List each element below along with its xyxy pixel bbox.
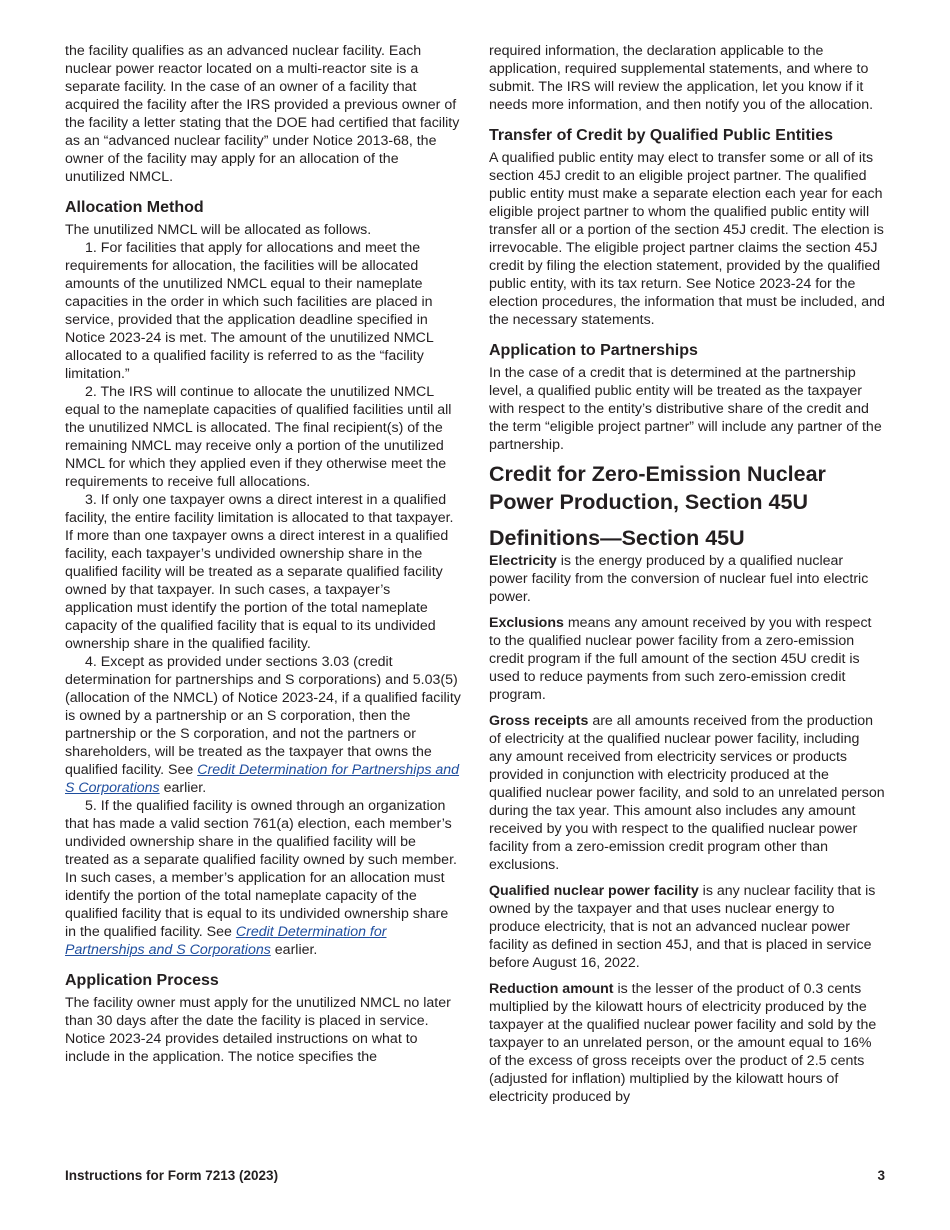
partnerships-heading: Application to Partnerships	[489, 342, 698, 359]
definition-text: are all amounts received from the production of electricity at the qualified nuclear power facility, including any amount received from electricity services or products provided in conjunction with electricity produced at the qualified nuclear power facility, and sold to an unrelated person during the tax year. This amount also includes any amount received by you with respect to the qualified nuclear power facility from a zero-emission credit program other than exclusions.	[489, 713, 885, 873]
allocation-item-4-after: earlier.	[159, 780, 207, 796]
right-column	[489, 42, 885, 1106]
definitions-title: Definitions—Section 45U	[489, 526, 745, 550]
allocation-item-2: 2. The IRS will continue to allocate the unutilized NMCL equal to the nameplate capacities of qualified facilities until all the unutilized NMCL is allocated. The final recipient(s) of the remaining NMCL may receive only a portion of the unutilized NMCL for which they applied even if they otherwise meet the requirements to receive full allocations.	[65, 384, 452, 490]
definition-reduction-amount	[489, 980, 885, 1106]
intro-paragraph: the facility qualifies as an advanced nuclear facility. Each nuclear power reactor located on a multi-reactor site is a separate facility. In the case of an owner of a facility that acquired the facility after the IRS provided a previous owner of the facility a letter stating that the DOE had certified that facility as an “advanced nuclear facility” under Notice 2013-68, the owner of the facility may apply for an allocation of the unutilized NMCL.	[65, 43, 460, 185]
definition-text: means any amount received by you with respect to the qualified nuclear power facility from a zero-emission credit program if the full amount of the section 45U credit is used to reduce payments from such zero-emission credit program.	[489, 615, 872, 703]
allocation-item-1: 1. For facilities that apply for allocations and meet the requirements for allocation, the facilities will be allocated amounts of the unutilized NMCL equal to their nameplate capacities in the order in which such facilities are placed in service, provided that the application deadline specified in Notice 2023-24 is met. The amount of the unutilized NMCL allocated to a qualified facility is referred to as the “facility limitation.”	[65, 240, 434, 382]
definition-gross-receipts	[489, 712, 885, 874]
definition-text: is the energy produced by a qualified nuclear power facility from the conversion of nuclear fuel into electric power.	[489, 553, 869, 605]
allocation-item-4-text: 4. Except as provided under sections 3.03 (credit determination for partnerships and S corporations) and 5.03(5) (allocation of the NMCL) of Notice 2023-24, if a qualified facility is owned by a partnership or an S corporation, then the partnership or the S corporation, and not the partners or shareholders, will be treated as the taxpayer that owns the qualified facility. See	[65, 654, 461, 778]
definition-term: Exclusions	[489, 615, 564, 631]
definition-term: Gross receipts	[489, 713, 589, 729]
definition-electricity	[489, 552, 885, 606]
allocation-item-4	[65, 653, 461, 797]
footer-page-number: 3	[877, 1168, 885, 1183]
left-column	[65, 42, 461, 1066]
continued-paragraph: required information, the declaration applicable to the application, required supplemental statements, and where to submit. The IRS will review the application, let you know if it needs more information, and then notify you of the allocation.	[489, 43, 874, 113]
allocation-method-intro: The unutilized NMCL will be allocated as follows.	[65, 222, 372, 238]
definition-text: is the lesser of the product of 0.3 cents multiplied by the kilowatt hours of electricity produced by the taxpayer at the qualified nuclear power facility and sold by the taxpayer to an unrelated person, or the amount equal to 16% of the excess of gross receipts over the product of 2.5 cents (adjusted for inflation) multiplied by the kilowatt hours of electricity produced by	[489, 981, 877, 1105]
definition-term: Reduction amount	[489, 981, 614, 997]
allocation-item-5	[65, 797, 461, 959]
allocation-method-heading: Allocation Method	[65, 199, 204, 216]
section-title: Credit for Zero-Emission Nuclear Power Production, Section 45U	[489, 462, 826, 514]
credit-determination-link-2[interactable]: Credit Determination for Partnerships and S Corporations	[65, 924, 387, 958]
partnerships-text: In the case of a credit that is determined at the partnership level, a qualified public entity will be treated as the taxpayer with respect to the entity’s distributive share of the credit and the term “eligible project partner” will include any partner of the partnership.	[489, 365, 882, 453]
definition-exclusions	[489, 614, 885, 704]
allocation-item-5-text: 5. If the qualified facility is owned through an organization that has made a valid section 761(a) election, each member’s undivided ownership share in the qualified facility will be treated as a separate qualified facility owned by such member. In such cases, a member’s application for an allocation must identify the portion of the total nameplate capacity of the qualified facility that is equal to its undivided ownership share in the qualified facility. See	[65, 798, 457, 940]
transfer-text: A qualified public entity may elect to transfer some or all of its section 45J credit to an eligible project partner. The qualified public entity must make a separate election each year for each eligible project partner to whom the qualified public entity will transfer all or a portion of the section 45J credit. The election is irrevocable. The eligible project partner claims the section 45J credit by filing the election statement, provided by the qualified public entity, with its tax return. See Notice 2023-24 for the election procedures, the information that must be included, and the necessary statements.	[489, 150, 885, 328]
page-footer	[65, 1168, 885, 1186]
allocation-item-5-after: earlier.	[270, 942, 318, 958]
definition-text: is any nuclear facility that is owned by the taxpayer and that uses nuclear energy to produce electricity, that is not an advanced nuclear power facility as defined in section 45J, and that is placed in service before August 16, 2022.	[489, 883, 876, 971]
application-process-text: The facility owner must apply for the unutilized NMCL no later than 30 days after the date the facility is placed in service. Notice 2023-24 provides detailed instructions on what to include in the application. The notice specifies the	[65, 995, 451, 1065]
allocation-item-3: 3. If only one taxpayer owns a direct interest in a qualified facility, the entire facility limitation is allocated to that taxpayer. If more than one taxpayer owns a direct interest in a qualified facility, each taxpayer’s undivided ownership share in the qualified facility will be treated as a separate qualified facility owned by that taxpayer. In such cases, a taxpayer’s application must identify the portion of the total nameplate capacity of the qualified facility that is equal to its undivided ownership share in the qualified facility.	[65, 492, 454, 652]
transfer-heading: Transfer of Credit by Qualified Public Entities	[489, 127, 834, 144]
definition-qualified-nuclear-power-facility	[489, 882, 885, 972]
footer-form-title: Instructions for Form 7213 (2023)	[65, 1168, 279, 1183]
application-process-heading: Application Process	[65, 972, 219, 989]
credit-determination-link[interactable]: Credit Determination for Partnerships and S Corporations	[65, 762, 460, 796]
definition-term: Electricity	[489, 553, 557, 569]
definition-term: Qualified nuclear power facility	[489, 883, 699, 899]
